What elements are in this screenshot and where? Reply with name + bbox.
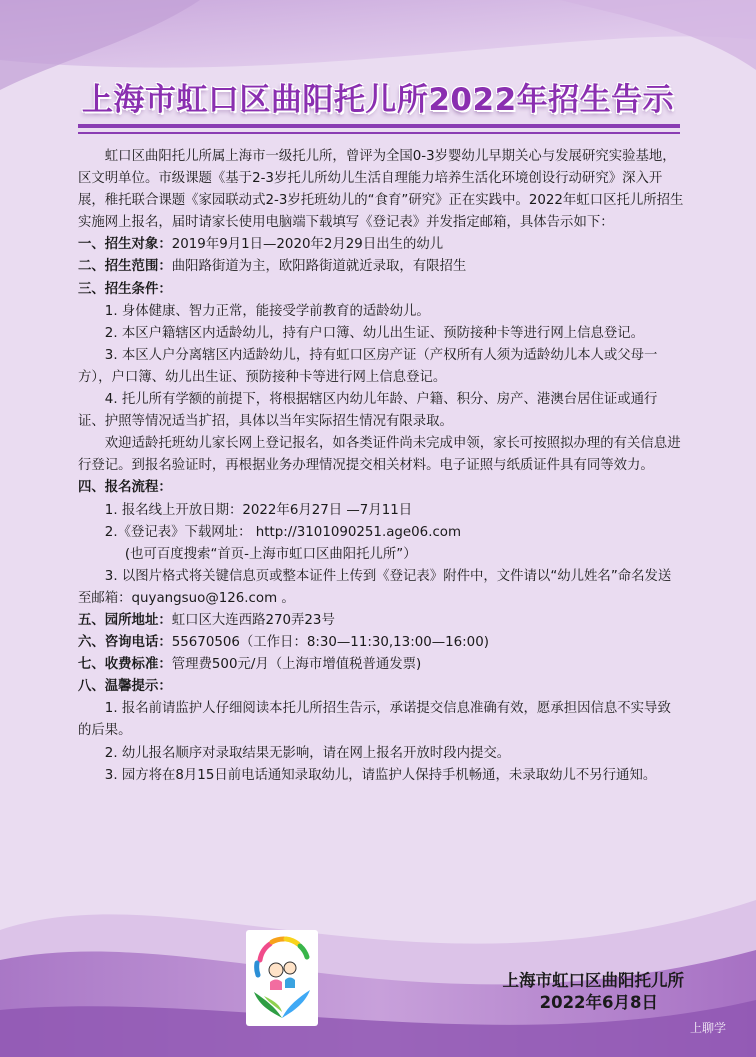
section-enrollment-scope (78, 256, 684, 278)
section-text: 2019年9月1日—2020年2月29日出生的幼儿 (171, 237, 444, 253)
condition-item: 1. 身体健康、智力正常，能接受学前教育的适龄幼儿。 (104, 303, 430, 319)
section-fees (78, 654, 684, 676)
section-label: 五、园所地址： (78, 612, 172, 628)
section-label: 二、招生范围： (78, 259, 172, 275)
section-tips-label: 八、温馨提示： (78, 679, 172, 695)
process-item-download-url: 2.《登记表》下载网址： http://3101090251.age06.com (104, 524, 462, 540)
condition-note: 欢迎适龄托班幼儿家长网上登记报名，如各类证件尚未完成申领，家长可按照拟办理的有关信息进行登记。到报名验证时，再根据业务办理情况提交相关材料。电子证照与纸质证件具有同等效力。 (78, 436, 681, 474)
section-phone (78, 632, 684, 654)
school-logo (246, 930, 318, 1026)
tip-item: 1. 报名前请监护人仔细阅读本托儿所招生告示，承诺提交信息准确有效，愿承担因信息不实导致的后果。 (78, 701, 671, 739)
condition-item: 2. 本区户籍辖区内适龄幼儿，持有户口簿、幼儿出生证、预防接种卡等进行网上信息登记。 (104, 325, 645, 341)
school-logo-icon (246, 930, 318, 1026)
condition-item: 3. 本区人户分离辖区内适龄幼儿，持有虹口区房产证（产权所有人须为适龄幼儿本人或父母一方），户口簿、幼儿出生证、预防接种卡等进行网上信息登记。 (78, 347, 658, 385)
section-label: 一、招生对象： (78, 237, 172, 253)
condition-item: 4. 托儿所有学额的前提下，将根据辖区内幼儿年龄、户籍、积分、房产、港澳台居住证或通行证、护照等情况适当扩招，具体以当年实际招生情况有限录取。 (78, 392, 658, 430)
process-item-email: 3. 以图片格式将关键信息页或整本证件上传到《登记表》附件中，文件请以“幼儿姓名”命名发送至邮箱：quyangsuo@126.com 。 (78, 568, 672, 606)
section-enrollment-target (78, 234, 684, 256)
page-title: 上海市虹口区曲阳托儿所2022年招生告示 (81, 82, 675, 118)
notice-body (78, 146, 684, 787)
signature-org: 上海市虹口区曲阳托儿所 (502, 971, 684, 990)
watermark: 上聊学 (690, 1021, 727, 1035)
process-item-search-hint: (也可百度搜索“首页-上海市虹口区曲阳托儿所”） (124, 546, 417, 562)
tip-item: 3. 园方将在8月15日前电话通知录取幼儿，请监护人保持手机畅通，未录取幼儿不另行通知。 (104, 767, 657, 783)
signature-block (440, 970, 684, 1014)
intro-paragraph: 虹口区曲阳托儿所属上海市一级托儿所，曾评为全国0-3岁婴幼儿早期关心与发展研究实验基地，区文明单位。市级课题《基于2-3岁托儿所幼儿生活自理能力培养生活化环境创设行动研究》深入开展，稚托联合课题《家园联动式2-3岁托班幼儿的“食育”研究》正在实践中。2022年虹口区托儿所招生实施网上报名，届时请家长使用电脑端下载填写《登记表》并发指定邮箱，具体告示如下： (78, 149, 684, 231)
section-label: 七、收费标准： (78, 657, 172, 673)
process-item: 1. 报名线上开放日期：2022年6月27日 —7月11日 (104, 502, 413, 518)
section-text: 曲阳路街道为主，欧阳路街道就近录取，有限招生 (171, 259, 467, 275)
section-text: 55670506（工作日：8:30—11:30,13:00—16:00) (171, 635, 489, 651)
section-address (78, 610, 684, 632)
title-divider-thin (78, 132, 680, 134)
section-enrollment-conditions-label: 三、招生条件： (78, 281, 172, 297)
section-label: 六、咨询电话： (78, 635, 172, 651)
tip-item: 2. 幼儿报名顺序对录取结果无影响，请在网上报名开放时段内提交。 (104, 745, 511, 761)
signature-date: 2022年6月8日 (539, 993, 658, 1012)
section-text: 管理费500元/月（上海市增值税普通发票) (171, 657, 422, 673)
section-registration-process-label: 四、报名流程： (78, 480, 172, 496)
title-divider-thick (78, 124, 680, 128)
section-text: 虹口区大连西路270弄23号 (171, 612, 335, 628)
